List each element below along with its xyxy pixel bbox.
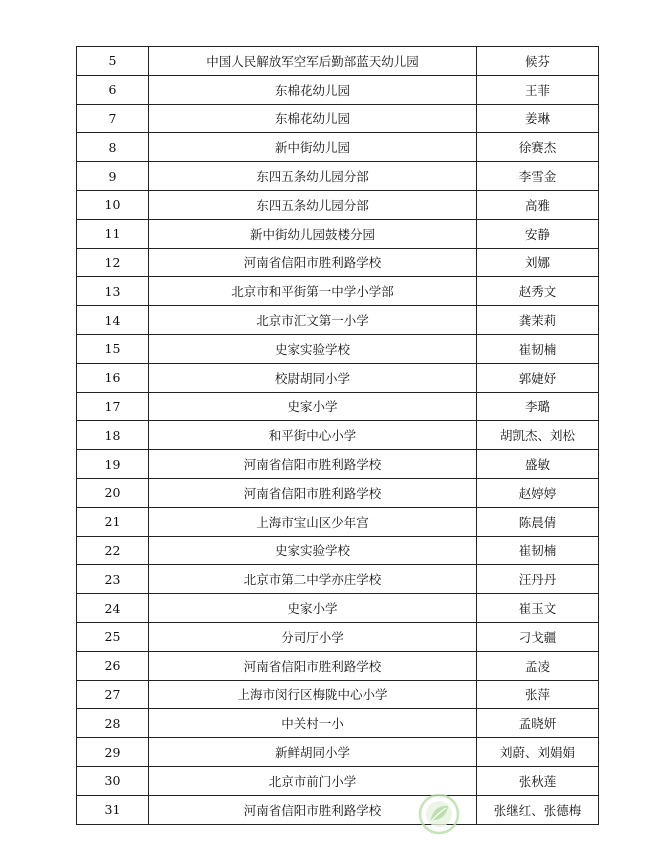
- table-row: [77, 450, 599, 479]
- school-name-cell: 河南省信阳市胜利路学校: [149, 248, 477, 277]
- school-name-cell: 河南省信阳市胜利路学校: [149, 795, 477, 824]
- row-number-cell: 23: [77, 565, 149, 594]
- person-name-cell: 陈晨倩: [477, 507, 599, 536]
- table-row: [77, 334, 599, 363]
- person-name-cell: 姜琳: [477, 104, 599, 133]
- person-name-cell: 李璐: [477, 392, 599, 421]
- school-name-cell: 上海市闵行区梅陇中心小学: [149, 680, 477, 709]
- table-row: [77, 104, 599, 133]
- row-number-cell: 26: [77, 651, 149, 680]
- table-row: [77, 190, 599, 219]
- person-name-cell: 刘蔚、刘娟娟: [477, 738, 599, 767]
- person-name-cell: 候芬: [477, 47, 599, 76]
- person-name-cell: 盛敏: [477, 450, 599, 479]
- school-name-cell: 东四五条幼儿园分部: [149, 162, 477, 191]
- table-row: [77, 47, 599, 76]
- table-row: [77, 133, 599, 162]
- person-name-cell: 赵秀文: [477, 277, 599, 306]
- row-number-cell: 7: [77, 104, 149, 133]
- school-name-cell: 北京市和平街第一中学小学部: [149, 277, 477, 306]
- row-number-cell: 13: [77, 277, 149, 306]
- table-row: [77, 622, 599, 651]
- person-name-cell: 孟晓妍: [477, 709, 599, 738]
- row-number-cell: 31: [77, 795, 149, 824]
- person-name-cell: 崔韧楠: [477, 536, 599, 565]
- roster-table-body: [77, 47, 599, 825]
- table-row: [77, 277, 599, 306]
- table-row: [77, 507, 599, 536]
- table-row: [77, 651, 599, 680]
- school-name-cell: 新中街幼儿园鼓楼分园: [149, 219, 477, 248]
- table-row: [77, 421, 599, 450]
- table-row: [77, 536, 599, 565]
- school-name-cell: 新鲜胡同小学: [149, 738, 477, 767]
- table-row: [77, 565, 599, 594]
- school-name-cell: 史家小学: [149, 594, 477, 623]
- school-name-cell: 分司厅小学: [149, 622, 477, 651]
- person-name-cell: 刘娜: [477, 248, 599, 277]
- person-name-cell: 胡凯杰、刘松: [477, 421, 599, 450]
- table-row: [77, 478, 599, 507]
- roster-table: [76, 46, 599, 825]
- row-number-cell: 28: [77, 709, 149, 738]
- row-number-cell: 9: [77, 162, 149, 191]
- school-name-cell: 校尉胡同小学: [149, 363, 477, 392]
- row-number-cell: 24: [77, 594, 149, 623]
- person-name-cell: 王菲: [477, 75, 599, 104]
- person-name-cell: 张秋莲: [477, 766, 599, 795]
- school-name-cell: 东四五条幼儿园分部: [149, 190, 477, 219]
- school-name-cell: 北京市第二中学亦庄学校: [149, 565, 477, 594]
- table-row: [77, 766, 599, 795]
- school-name-cell: 河南省信阳市胜利路学校: [149, 478, 477, 507]
- school-name-cell: 河南省信阳市胜利路学校: [149, 450, 477, 479]
- row-number-cell: 27: [77, 680, 149, 709]
- table-row: [77, 248, 599, 277]
- row-number-cell: 19: [77, 450, 149, 479]
- table-row: [77, 709, 599, 738]
- row-number-cell: 8: [77, 133, 149, 162]
- row-number-cell: 29: [77, 738, 149, 767]
- school-name-cell: 新中街幼儿园: [149, 133, 477, 162]
- school-name-cell: 史家实验学校: [149, 334, 477, 363]
- person-name-cell: 李雪金: [477, 162, 599, 191]
- person-name-cell: 郭婕妤: [477, 363, 599, 392]
- row-number-cell: 12: [77, 248, 149, 277]
- row-number-cell: 20: [77, 478, 149, 507]
- school-name-cell: 和平街中心小学: [149, 421, 477, 450]
- person-name-cell: 徐赛杰: [477, 133, 599, 162]
- school-name-cell: 中关村一小: [149, 709, 477, 738]
- person-name-cell: 龚茉莉: [477, 306, 599, 335]
- school-name-cell: 东棉花幼儿园: [149, 75, 477, 104]
- school-name-cell: 北京市汇文第一小学: [149, 306, 477, 335]
- person-name-cell: 崔韧楠: [477, 334, 599, 363]
- person-name-cell: 张萍: [477, 680, 599, 709]
- person-name-cell: 张继红、张德梅: [477, 795, 599, 824]
- table-row: [77, 363, 599, 392]
- row-number-cell: 21: [77, 507, 149, 536]
- table-row: [77, 75, 599, 104]
- row-number-cell: 10: [77, 190, 149, 219]
- table-row: [77, 738, 599, 767]
- table-row: [77, 680, 599, 709]
- table-row: [77, 162, 599, 191]
- table-row: [77, 306, 599, 335]
- row-number-cell: 17: [77, 392, 149, 421]
- row-number-cell: 11: [77, 219, 149, 248]
- person-name-cell: 高雅: [477, 190, 599, 219]
- school-name-cell: 史家实验学校: [149, 536, 477, 565]
- row-number-cell: 5: [77, 47, 149, 76]
- row-number-cell: 15: [77, 334, 149, 363]
- person-name-cell: 安静: [477, 219, 599, 248]
- row-number-cell: 30: [77, 766, 149, 795]
- table-row: [77, 392, 599, 421]
- table-row: [77, 219, 599, 248]
- row-number-cell: 16: [77, 363, 149, 392]
- school-name-cell: 东棉花幼儿园: [149, 104, 477, 133]
- person-name-cell: 汪丹丹: [477, 565, 599, 594]
- row-number-cell: 25: [77, 622, 149, 651]
- school-name-cell: 河南省信阳市胜利路学校: [149, 651, 477, 680]
- school-name-cell: 中国人民解放军空军后勤部蓝天幼儿园: [149, 47, 477, 76]
- school-name-cell: 史家小学: [149, 392, 477, 421]
- person-name-cell: 刁戈疆: [477, 622, 599, 651]
- row-number-cell: 18: [77, 421, 149, 450]
- row-number-cell: 6: [77, 75, 149, 104]
- person-name-cell: 孟凌: [477, 651, 599, 680]
- leaf-stamp-icon: [418, 793, 460, 835]
- school-name-cell: 上海市宝山区少年宫: [149, 507, 477, 536]
- table-row: [77, 795, 599, 824]
- school-name-cell: 北京市前门小学: [149, 766, 477, 795]
- person-name-cell: 赵婷婷: [477, 478, 599, 507]
- row-number-cell: 22: [77, 536, 149, 565]
- row-number-cell: 14: [77, 306, 149, 335]
- table-row: [77, 594, 599, 623]
- person-name-cell: 崔玉文: [477, 594, 599, 623]
